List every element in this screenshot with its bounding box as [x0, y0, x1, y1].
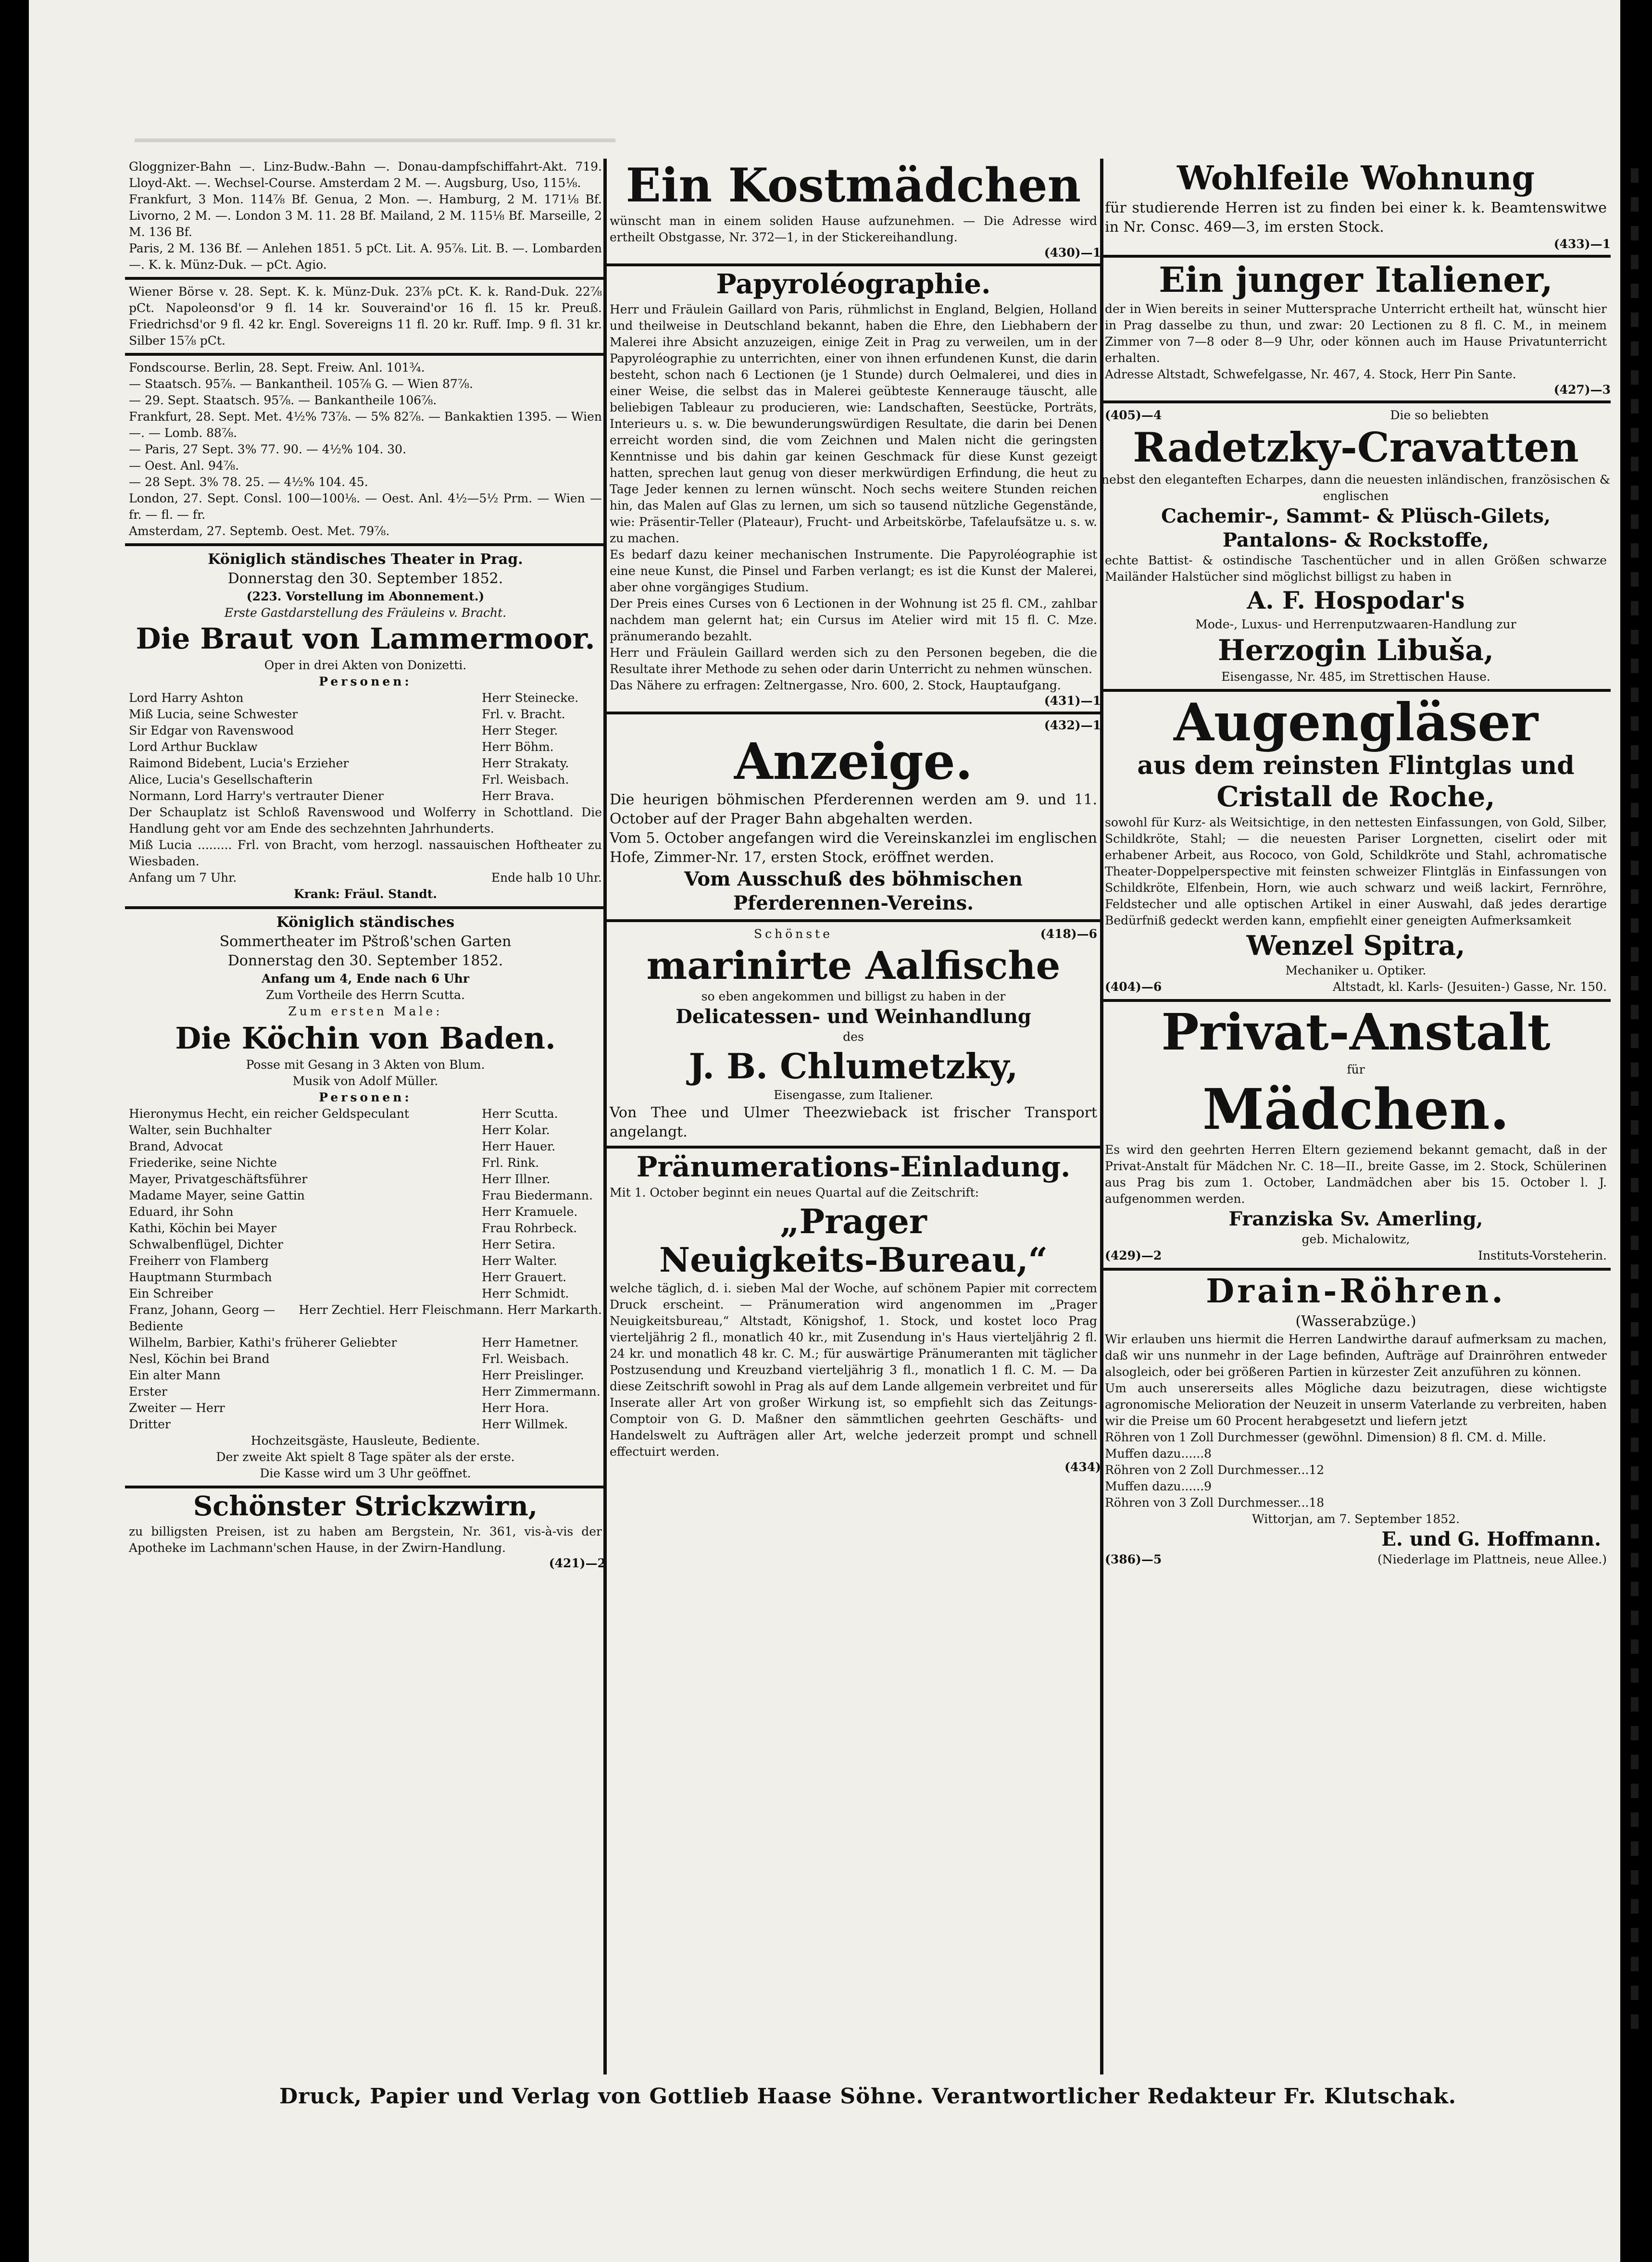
- cast-row: [129, 788, 602, 804]
- cast-role: Erster: [129, 1385, 167, 1399]
- theater-date: Donnerstag den 30. September 1852.: [227, 570, 503, 587]
- ital-text: der in Wien bereits in seiner Muttersprache Unterricht ertheilt hat, wünscht hier in Prag dasselbe zu thun, und zwar: 20 Lectionen zu 8 fl. C. M., in meinem Zimmer von 7—8 oder 8—9 Uhr, oder können auch im Hause Privatunterricht erhalten.: [1105, 301, 1607, 365]
- cast-list: [125, 690, 606, 804]
- cast-row: [129, 1204, 602, 1220]
- anzeige-title: Anzeige.: [734, 731, 973, 791]
- rad-addr: Eisengasse, Nr. 485, im Strettischen Hause.: [1221, 669, 1490, 684]
- edge-marks: [1631, 168, 1639, 2043]
- priv-text: Es wird den geehrten Herren Eltern geziemend bekannt gemacht, daß in der Privat-Anstalt für Mädchen Nr. C. 18—II., breite Gasse, im 2. Stock, Schülerinen aus Prag bis zum 1. October, Landmädchen aber bis 15. October l. J. aufgenommen werden.: [1105, 1143, 1607, 1206]
- fonds-line: London, 27. Sept. Consl. 100—100⅛. — Oest. Anl. 4½—5½ Prm. — Wien — fr. — fl. — fr.: [129, 491, 602, 522]
- cast-actor: Herr Grauert.: [482, 1270, 567, 1285]
- aug-t1: aus dem reinsten Flintglas und: [1137, 751, 1575, 781]
- rad-shop: Mode-, Luxus- und Herrenputzwaaren-Handlung zur: [1195, 617, 1516, 631]
- theater2-date: Donnerstag den 30. September 1852.: [227, 952, 503, 969]
- theater2-heading: Königlich ständisches: [276, 914, 455, 931]
- theater2-time: Anfang um 4, Ende nach 6 Uhr: [261, 972, 470, 986]
- papy-p4: Herr und Fräulein Gaillard werden sich zu den Personen begeben, die die Resultate ihrer Methode zu sehen oder darin Unterricht zu nehmen wünschen.: [610, 645, 1097, 676]
- cast-row: [129, 1400, 602, 1416]
- ital-addr: Adresse Altstadt, Schwefelgasse, Nr. 467, 4. Stock, Herr Pin Sante.: [1105, 367, 1516, 381]
- newspaper-sheet: [29, 0, 1620, 2262]
- exchange-text: Gloggnizer-Bahn —. Linz-Budw.-Bahn —. Donau-dampfschiffahrt-Akt. 719. Lloyd-Akt. —. Wechsel-Course. Amsterdam 2 M. —. Augsburg, Uso, 115⅛.: [129, 160, 602, 190]
- pran-title: Pränumerations-Einladung.: [636, 1150, 1071, 1184]
- papy-p1: Herr und Fräulein Gaillard von Paris, rühmlichst in England, Belgien, Holland und theilweise in Deutschland bekannt, haben die Ehre, den Liebhabern der Malerei ihre Absicht anzuzeigen, einige Zeit in Prag zu verweilen, um in der Papyroléographie zu unterrichten, einer von ihnen erfundenen Kunst, die darin besteht, schon nach 6 Lectionen (je 1 Stunde) durch Oelmalerei, und dies in einer Weise, die selbst das in Malerei geübteste Kennerauge täuscht, alle beliebigen Tableaur zu producieren, wie: Landschaften, Seestücke, Porträts, Interieurs u. s. w. Die bewunderungswürdigen Resultate, die darin bei Denen erreicht worden sind, die vom Zeichnen und Malen nicht die geringsten Kenntnisse und bis dahin gar keinen Geschmack für diese Kunst gezeigt hatten, sprechen laut genug von dieser merkwürdigen Erfindung, die heut zu Tage Jeder kennen zu lernen wünscht. Noch sechs weitere Stunden reichen hin, das Malen auf Glas zu lernen, um sich so tausend nützliche Gegenstände, wie: Präsentir-Teller (Plateaur), Frucht- und Arbeitskörbe, Tafelaufsätze u. s. w. zu machen.: [610, 302, 1097, 545]
- rad-t1: nebst den eleganteften Echarpes, dann die neuesten inländischen, französischen & englischen: [1101, 473, 1611, 503]
- priv-title1: Privat-Anstalt: [1161, 1002, 1551, 1062]
- cast-row: [129, 1286, 602, 1302]
- cast-role: Schwalbenflügel, Dichter: [129, 1237, 283, 1252]
- cast-actor: Frl. Rink.: [482, 1156, 539, 1170]
- wiener-boerse: Wiener Börse v. 28. Sept. K. k. Münz-Duk. 23⅞ pCt. K. k. Rand-Duk. 22⅞ pCt. Napoleonsd'or 9 fl. 14 kr. Souveraind'or 16 fl. 15 kr. Preuß. Friedrichsd'or 9 fl. 42 kr. Engl. Sovereigns 11 fl. 20 kr. Ruff. Imp. 9 fl. 31 kr. Silber 15⅞ pCt.: [129, 285, 602, 348]
- cast-row: [129, 1171, 602, 1187]
- fonds-line: Amsterdam, 27. Septemb. Oest. Met. 79⅞.: [129, 524, 390, 538]
- imprint-footer: Druck, Papier und Verlag von Gottlieb Haase Söhne. Verantwortlicher Redakteur Fr. Klutschak.: [279, 2084, 1457, 2109]
- strick-text: zu billigsten Preisen, ist zu haben am Bergstein, Nr. 361, vis-à-vis der Apotheke im Lachmann'schen Hause, in der Zwirn-Handlung.: [129, 1524, 602, 1555]
- cast-actor: Herr Strakaty.: [482, 756, 569, 770]
- aug-name: Wenzel Spitra,: [1246, 929, 1465, 962]
- theater-perf: (223. Vorstellung im Abonnement.): [246, 589, 485, 603]
- cast-actor: Herr Scutta.: [482, 1107, 558, 1121]
- cast-actor: Herr Kramuele.: [482, 1205, 578, 1219]
- anzeige-p2: Vom 5. October angefangen wird die Vereinskanzlei im englischen Hofe, Zimmer-Nr. 17, ersten Stock, eröffnet werden.: [610, 829, 1097, 866]
- cast-actor: Herr Setira.: [482, 1237, 556, 1252]
- cast-row: [129, 1220, 602, 1237]
- cast-role: Kathi, Köchin bei Mayer: [129, 1221, 276, 1236]
- start-time: Anfang um 7 Uhr.: [129, 871, 237, 885]
- cast-row: [129, 755, 602, 772]
- cast-role: Ein Schreiber: [129, 1287, 213, 1301]
- priv-title2: Mädchen.: [1202, 1076, 1510, 1142]
- ital-title: Ein junger Italiener,: [1159, 259, 1553, 300]
- cast-role: Zweiter — Herr: [129, 1401, 225, 1415]
- cast-role: Friederike, seine Nichte: [129, 1156, 277, 1170]
- strick-title: Schönster Strickzwirn,: [193, 1490, 538, 1523]
- aug-title: Augengläser: [1173, 692, 1538, 753]
- drain-p2: Um auch unsererseits alles Mögliche dazu beizutragen, diese wichtigste agronomische Melioration der Neuzeit in unserm Vaterlande zu verbreiten, haben wir die Preise um 60 Procent herabgesetzt und liefern jetzt: [1105, 1381, 1607, 1428]
- cast-actor: Herr Schmidt.: [482, 1287, 569, 1301]
- drain-row: Muffen dazu......9: [1105, 1479, 1212, 1493]
- aal-title: marinirte Aalfische: [646, 942, 1061, 988]
- aug-text: sowohl für Kurz- als Weitsichtige, in den nettesten Einfassungen, von Gold, Silber, Schildkröte, Stahl; — die neuesten Pariser Lorgnetten, ciselirt oder mit erhabener Arbeit, aus Rococo, von Gold, Schildkröte und Stahl, achromatische Theater-Doppelperspective mit feinsten schweizer Flintgläs in Einfassungen von Schildkröte, Elfenbein, Horn, wie auch schwarz und weiß lackirt, Fernröhre, Feldstecher und alle optischen Artikel in einer Auswahl, daß jedes derartige Bedürfniß gedeckt werden kann, empfiehlt einer geneigten Aufmerksamkeit: [1105, 815, 1607, 927]
- cast-role: Walter, sein Buchhalter: [129, 1123, 272, 1137]
- drain-dep: (Niederlage im Plattneis, neue Allee.): [1377, 1552, 1607, 1566]
- rad-t2: Cachemir-, Sammt- & Plüsch-Gilets,: [1161, 505, 1551, 528]
- rad-pre: Die so beliebten: [1390, 408, 1489, 422]
- cast-actor: Herr Illner.: [482, 1172, 551, 1187]
- pran-ref: (434): [1064, 1460, 1101, 1475]
- priv-ref: (429)—2: [1105, 1249, 1162, 1263]
- aal-ref: (418)—6: [1040, 926, 1097, 941]
- cast-row: [129, 739, 602, 755]
- pran-text: welche täglich, d. i. sieben Mal der Woche, auf schönem Papier mit correctem Druck erscheint. — Pränumeration wird angenommen im „Prager Neuigkeitsbureau,“ Altstadt, Königshof, 1. Stock, und kostet loco Prag vierteljährig 2 fl., monatlich 40 kr., mit Zusendung in's Haus vierteljährig 2 fl. 24 kr. und monatlich 48 kr. C. M.; für auswärtige Pränumeranten mit täglicher Postzusendung und Kreuzband vierteljährig 3 fl., monatlich 1 fl. C. M. — Da diese Zeitschrift sowohl in Prag als auf dem Lande allgemein verbreitet und für Inserate aller Art von großer Wirkung ist, so empfiehlt sich das Zeitungs-Comptoir von G. D. Maßner den sämmtlichen geehrten Geschäfts- und Handelswelt zu Aufträgen aller Art, welche jederzeit prompt und schnell effectuirt werden.: [610, 1281, 1097, 1459]
- drain-title: Drain-Röhren.: [1206, 1272, 1506, 1311]
- cast-role: Dritter: [129, 1417, 171, 1432]
- priv-name: Franziska Sv. Amerling,: [1228, 1208, 1483, 1231]
- aal-t3: des: [843, 1029, 864, 1044]
- aal-pre: Schönste: [753, 926, 833, 941]
- cast-role: Hieronymus Hecht, ein reicher Geldspeculant: [129, 1107, 409, 1121]
- fonds-line: — Staatsch. 95⅞. — Bankantheil. 105⅞ G. — Wien 87⅞.: [129, 377, 473, 391]
- cast-role: Franz, Johann, Georg — Bediente: [129, 1303, 275, 1334]
- cast-actor: Herr Willmek.: [482, 1417, 568, 1432]
- cast-row: [129, 1384, 602, 1400]
- aal-addr: Eisengasse, zum Italiener.: [774, 1088, 933, 1102]
- ital-ref: (427)—3: [1553, 382, 1611, 397]
- fonds-line: — Oest. Anl. 94⅞.: [129, 459, 239, 473]
- priv-role: Instituts-Vorsteherin.: [1478, 1249, 1607, 1263]
- cast-role: Nesl, Köchin bei Brand: [129, 1352, 270, 1366]
- cast-row: [129, 1253, 602, 1269]
- rad-title: Radetzky-Cravatten: [1133, 423, 1579, 471]
- play-music: Musik von Adolf Müller.: [292, 1074, 438, 1088]
- cast-actor: Herr Zechtiel. Herr Fleischmann. Herr Markarth.: [299, 1303, 602, 1317]
- opera-sub: Oper in drei Akten von Donizetti.: [264, 658, 467, 672]
- cast-role: Wilhelm, Barbier, Kathi's früherer Geliebter: [129, 1336, 397, 1350]
- drain-name: E. und G. Hoffmann.: [1381, 1527, 1601, 1550]
- cast-role: Eduard, ihr Sohn: [129, 1205, 234, 1219]
- cast-row: [129, 706, 602, 723]
- anzeige-p1: Die heurigen böhmischen Pferderennen werden am 9. und 11. October auf der Prager Bahn abgehalten werden.: [610, 791, 1097, 827]
- pran-name1: „Prager: [780, 1201, 927, 1242]
- cast-row: [129, 1367, 602, 1384]
- guests-line: Hochzeitsgäste, Hausleute, Bediente.: [250, 1434, 480, 1448]
- cast-actor: Frau Biedermann.: [482, 1188, 593, 1203]
- papy-title: Papyroléographie.: [716, 268, 991, 300]
- cast-row: [129, 1335, 602, 1351]
- cast-actor: Frl. Weisbach.: [482, 773, 569, 787]
- papy-ref: (431)—1: [1044, 693, 1101, 708]
- cast-role: Brand, Advocat: [129, 1139, 223, 1154]
- cast-actor: Herr Preislinger.: [482, 1368, 584, 1383]
- cast-role: Normann, Lord Harry's vertrauter Diener: [129, 789, 384, 803]
- anzeige-sig2: Pferderennen-Vereins.: [733, 891, 974, 914]
- fonds-line: Fondscourse. Berlin, 28. Sept. Freiw. Anl. 101¾.: [129, 361, 425, 375]
- cast-row: [129, 690, 602, 706]
- rad-name: A. F. Hospodar's: [1247, 586, 1465, 615]
- cast-row: [129, 1106, 602, 1122]
- cast-role: Alice, Lucia's Gesellschafterin: [129, 773, 313, 787]
- column-1: [125, 159, 606, 2075]
- fonds-line: Frankfurt, 28. Sept. Met. 4½% 73⅞. — 5% 82⅞. — Bankaktien 1395. — Wien —. — Lomb. 88⅞.: [129, 410, 602, 440]
- cast-role: Freiherr von Flamberg: [129, 1254, 269, 1268]
- play-title: Die Köchin von Baden.: [175, 1021, 556, 1056]
- cast-row: [129, 1416, 602, 1433]
- cast-actor: Herr Steger.: [482, 724, 558, 737]
- drain-row: Muffen dazu......8: [1105, 1446, 1212, 1461]
- cast-actor: Herr Hauer.: [482, 1139, 556, 1154]
- theater-debut: Erste Gastdarstellung des Fräuleins v. Bracht.: [224, 606, 507, 620]
- rad-t4: echte Battist- & ostindische Taschentücher und in allen Größen schwarze Mailänder Halstücher sind möglichst billigst zu haben in: [1105, 553, 1607, 584]
- cast-actor: Frau Rohrbeck.: [482, 1221, 577, 1236]
- theater2-benefit: Zum Vortheile des Herrn Scutta.: [266, 988, 465, 1002]
- drain-sub: (Wasserabzüge.): [1295, 1312, 1416, 1330]
- aug-t2: Cristall de Roche,: [1216, 780, 1495, 813]
- cast-actor: Herr Hora.: [482, 1401, 550, 1415]
- sick-note: Krank: Fräul. Standt.: [294, 887, 437, 901]
- aal-tea: Von Thee und Ulmer Theezwieback ist frischer Transport angelangt.: [610, 1104, 1097, 1141]
- cast-actor: Herr Steinecke.: [482, 691, 579, 705]
- faded-line: [135, 138, 615, 142]
- drain-row: Röhren von 2 Zoll Durchmesser...12: [1105, 1462, 1325, 1477]
- cast-role: Raimond Bidebent, Lucia's Erzieher: [129, 756, 349, 770]
- pran-name2: Neuigkeits-Bureau,“: [659, 1239, 1048, 1280]
- drain-row: Röhren von 3 Zoll Durchmesser...18: [1105, 1495, 1325, 1510]
- theater2-first: Zum ersten Male:: [288, 1004, 443, 1018]
- cast-actor: Herr Kolar.: [482, 1123, 550, 1137]
- exchange-text: Frankfurt, 3 Mon. 114⅞ Bf. Genua, 2 Mon. —. Hamburg, 2 M. 171⅛ Bf. Livorno, 2 M. —. London 3 M. 11. 28 Bf. Mailand, 2 M. 115⅛ Bf. Marseille, 2 M. 136 Bf.: [129, 192, 602, 239]
- cast-role: Mayer, Privatgeschäftsführer: [129, 1172, 308, 1187]
- aal-t1: so eben angekommen und billigst zu haben in der: [701, 989, 1006, 1003]
- cast-row: [129, 1122, 602, 1138]
- strick-ref: (421)—2: [549, 1556, 606, 1570]
- papy-p5: Das Nähere zu erfragen: Zeltnergasse, Nro. 600, 2. Stock, Hauptaufgang.: [610, 678, 1061, 692]
- cast-row: [129, 1187, 602, 1204]
- priv-nee: geb. Michalowitz,: [1302, 1232, 1410, 1247]
- aal-name: J. B. Chlumetzky,: [688, 1045, 1018, 1087]
- act-line: Der zweite Akt spielt 8 Tage später als der erste.: [216, 1450, 515, 1464]
- exchange-text: Paris, 2 M. 136 Bf. — Anlehen 1851. 5 pCt. Lit. A. 95⅞. Lit. B. —. Lombarden —. K. k. Münz-Duk. — pCt. Agio.: [129, 241, 602, 272]
- drain-date: Wittorjan, am 7. September 1852.: [1252, 1512, 1460, 1526]
- cast-row: [129, 1351, 602, 1367]
- fonds-line: — 28 Sept. 3% 78. 25. — 4½% 104. 45.: [129, 475, 368, 489]
- cast-role: Hauptmann Sturmbach: [129, 1270, 272, 1285]
- kost-text: wünscht man in einem soliden Hause aufzunehmen. — Die Adresse wird ertheilt Obstgasse, Nr. 372—1, in der Stickereihandlung.: [610, 213, 1097, 244]
- drain-p1: Wir erlauben uns hiermit die Herren Landwirthe darauf aufmerksam zu machen, daß wir uns nunmehr in der Lage befinden, Aufträge auf Drainröhren entweder alsogleich, oder bei größeren Partien in kürzester Zeit anzuführen zu können.: [1105, 1332, 1607, 1379]
- drain-row: Röhren von 1 Zoll Durchmesser (gewöhnl. Dimension) 8 fl. CM. d. Mille.: [1105, 1430, 1546, 1444]
- cast-list-2: [125, 1106, 606, 1433]
- cast-row: [129, 723, 602, 739]
- lucia-line: Miß Lucia ......... Frl. von Bracht, vom herzogl. nassauischen Hoftheater zu Wiesbaden.: [129, 838, 602, 868]
- rad-brand: Herzogin Libuša,: [1218, 633, 1494, 667]
- anzeige-sig1: Vom Ausschuß des böhmischen: [684, 867, 1023, 890]
- cast-actor: Herr Brava.: [482, 789, 554, 803]
- cast-row: [129, 1138, 602, 1155]
- aug-addr: Altstadt, kl. Karls- (Jesuiten-) Gasse, Nr. 150.: [1332, 980, 1607, 994]
- fonds-line: — 29. Sept. Staatsch. 95⅞. — Bankantheile 106⅞.: [129, 393, 437, 407]
- kost-ref: (430)—1: [1044, 245, 1101, 260]
- cast-actor: Frl. v. Bracht.: [482, 707, 565, 721]
- cast-role: Lord Harry Ashton: [129, 691, 244, 705]
- cast-row: [129, 1302, 602, 1335]
- aal-t2: Delicatessen- und Weinhandlung: [676, 1005, 1031, 1028]
- cast-actor: Herr Hametner.: [482, 1336, 579, 1350]
- cast-actor: Herr Böhm.: [482, 740, 554, 754]
- papy-p2: Es bedarf dazu keiner mechanischen Instrumente. Die Papyroléographie ist eine neue Kunst, die Pinsel und Farben verlangt; es ist die Kunst der Malerei, aber ohne vorgängiges Studium.: [610, 547, 1097, 594]
- rad-ref: (405)—4: [1105, 408, 1162, 422]
- column-2: [606, 159, 1101, 2075]
- play-sub: Posse mit Gesang in 3 Akten von Blum.: [246, 1058, 485, 1072]
- wohn-ref: (433)—1: [1553, 237, 1611, 251]
- cast-actor: Herr Walter.: [482, 1254, 557, 1268]
- drain-ref: (386)—5: [1105, 1552, 1162, 1566]
- cast-role: Miß Lucia, seine Schwester: [129, 707, 298, 721]
- cast-row: [129, 1237, 602, 1253]
- priv-fur: für: [1347, 1062, 1365, 1076]
- cast-role: Sir Edgar von Ravenswood: [129, 724, 294, 737]
- wohn-title: Wohlfeile Wohnung: [1176, 159, 1535, 198]
- aug-ref: (404)—6: [1105, 980, 1162, 994]
- opera-title: Die Braut von Lammermoor.: [136, 622, 595, 656]
- anzeige-ref: (432)—1: [1044, 718, 1101, 732]
- personen-label-2: Personen:: [319, 1090, 412, 1105]
- end-time: Ende halb 10 Uhr.: [491, 871, 602, 885]
- cast-row: [129, 1155, 602, 1171]
- theater-note: Der Schauplatz ist Schloß Ravenswood und Wolferry in Schottland. Die Handlung geht vor am Ende des sechzehnten Jahrhunderts.: [129, 805, 602, 836]
- cast-row: [129, 772, 602, 788]
- cast-row: [129, 1269, 602, 1286]
- column-3: [1101, 159, 1611, 2075]
- wohn-text: für studierende Herren ist zu finden bei einer k. k. Beamtenswitwe in Nr. Consc. 469—3, im ersten Stock.: [1105, 200, 1607, 236]
- cast-actor: Herr Zimmermann.: [482, 1385, 601, 1399]
- kost-title: Ein Kostmädchen: [626, 159, 1081, 212]
- theater-heading: Königlich ständisches Theater in Prag.: [208, 551, 523, 568]
- rad-t3: Pantalons- & Rockstoffe,: [1222, 529, 1489, 552]
- theater2-heading2: Sommertheater im Pštroß'schen Garten: [219, 933, 512, 950]
- papy-p3: Der Preis eines Curses von 6 Lectionen in der Wohnung ist 25 fl. CM., zahlbar nachdem man gelernt hat; ein Cursus im Atelier wird mit 15 fl. C. Mze. pränumerando bezahlt.: [610, 596, 1097, 643]
- aug-role: Mechaniker u. Optiker.: [1285, 963, 1427, 978]
- box-line: Die Kasse wird um 3 Uhr geöffnet.: [260, 1466, 471, 1481]
- personen-label: Personen:: [319, 675, 412, 688]
- cast-role: Ein alter Mann: [129, 1368, 221, 1383]
- cast-role: Madame Mayer, seine Gattin: [129, 1188, 305, 1203]
- fonds-line: — Paris, 27 Sept. 3% 77. 90. — 4½% 104. 30.: [129, 442, 407, 456]
- pran-lead: Mit 1. October beginnt ein neues Quartal auf die Zeitschrift:: [610, 1186, 979, 1200]
- cast-actor: Frl. Weisbach.: [482, 1352, 569, 1366]
- cast-role: Lord Arthur Bucklaw: [129, 740, 258, 754]
